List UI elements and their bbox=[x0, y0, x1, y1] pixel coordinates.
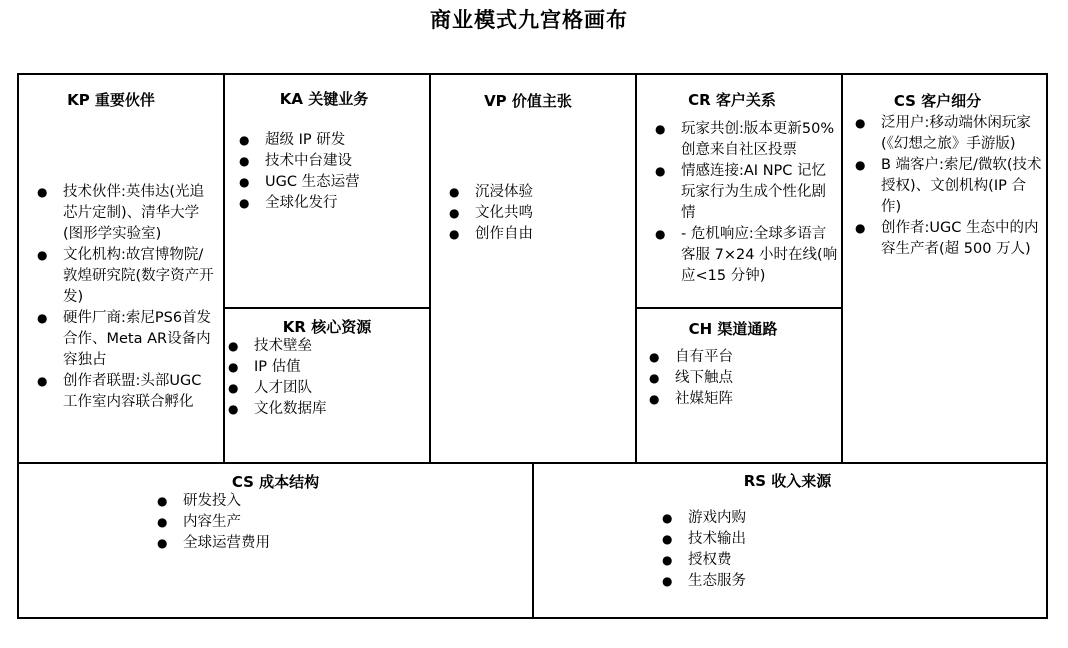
kr-list bbox=[228, 336, 418, 420]
cost-item: ● 全球运营费用 bbox=[157, 533, 457, 554]
cr-heading: CR 客户关系 bbox=[688, 91, 776, 109]
rs-heading: RS 收入来源 bbox=[743, 472, 832, 490]
cs-segment-cell bbox=[841, 73, 1048, 464]
ch-item: ● 自有平台 bbox=[649, 347, 833, 368]
cost-heading: CS 成本结构 bbox=[231, 473, 320, 491]
vp-item: ● 文化共鸣 bbox=[449, 203, 619, 224]
kp-list bbox=[37, 182, 215, 413]
cs-segment-list bbox=[855, 113, 1045, 260]
vp-cell bbox=[429, 73, 637, 464]
canvas-title: 商业模式九宫格画布 bbox=[430, 8, 628, 32]
kr-heading: KR 核心资源 bbox=[282, 318, 372, 336]
kr-cell bbox=[223, 307, 431, 464]
cs-segment-item: ● 创作者:UGC 生态中的内容生产者(超 500 万人) bbox=[855, 218, 1045, 260]
kp-cell bbox=[17, 73, 225, 464]
ch-heading: CH 渠道通路 bbox=[688, 320, 778, 338]
cs-segment-item: ● 泛用户:移动端休闲玩家(《幻想之旅》手游版) bbox=[855, 113, 1045, 155]
rs-item: ● 生态服务 bbox=[662, 571, 962, 592]
ch-list bbox=[649, 347, 833, 410]
ch-item: ● 社媒矩阵 bbox=[649, 389, 833, 410]
kp-item: ● 文化机构:故宫博物院/敦煌研究院(数字资产开发) bbox=[37, 245, 215, 308]
kr-item: ● 技术壁垒 bbox=[228, 336, 418, 357]
ch-item: ● 线下触点 bbox=[649, 368, 833, 389]
cr-item: ● 玩家共创:版本更新50%创意来自社区投票 bbox=[655, 119, 839, 161]
kp-item: ● 硬件厂商:索尼PS6首发合作、Meta AR设备内容独占 bbox=[37, 308, 215, 371]
kr-item: ● 文化数据库 bbox=[228, 399, 418, 420]
cost-item: ● 内容生产 bbox=[157, 512, 457, 533]
kp-item: ● 创作者联盟:头部UGC工作室内容联合孵化 bbox=[37, 371, 215, 413]
kp-item: ● 技术伙伴:英伟达(光追芯片定制)、清华大学(图形学实验室) bbox=[37, 182, 215, 245]
cost-list bbox=[157, 491, 457, 554]
cr-item: ● - 危机响应:全球多语言客服 7×24 小时在线(响应<15 分钟) bbox=[655, 224, 839, 287]
cr-cell bbox=[635, 73, 843, 309]
kr-item: ● 人才团队 bbox=[228, 378, 418, 399]
ka-item: ● 全球化发行 bbox=[239, 193, 419, 214]
rs-list bbox=[662, 508, 962, 592]
cr-item: ● 情感连接:AI NPC 记忆玩家行为生成个性化剧情 bbox=[655, 161, 839, 224]
vp-heading: VP 价值主张 bbox=[484, 92, 572, 110]
cs-segment-heading: CS 客户细分 bbox=[893, 92, 982, 110]
kp-heading: KP 重要伙伴 bbox=[67, 91, 155, 109]
vp-item: ● 沉浸体验 bbox=[449, 182, 619, 203]
vp-item: ● 创作自由 bbox=[449, 224, 619, 245]
ka-cell bbox=[223, 73, 431, 309]
cr-list bbox=[655, 119, 839, 293]
rs-cell bbox=[532, 462, 1048, 619]
rs-item: ● 授权费 bbox=[662, 550, 962, 571]
rs-item: ● 技术输出 bbox=[662, 529, 962, 550]
ka-item: ● 技术中台建设 bbox=[239, 151, 419, 172]
ka-heading: KA 关键业务 bbox=[279, 90, 369, 108]
vp-list bbox=[449, 182, 619, 245]
cost-item: ● 研发投入 bbox=[157, 491, 457, 512]
cs-segment-item: ● B 端客户:索尼/微软(技术授权)、文创机构(IP 合作) bbox=[855, 155, 1045, 218]
cost-cell bbox=[17, 462, 534, 619]
ka-item: ● UGC 生态运营 bbox=[239, 172, 419, 193]
rs-item: ● 游戏内购 bbox=[662, 508, 962, 529]
kr-item: ● IP 估值 bbox=[228, 357, 418, 378]
ch-cell bbox=[635, 307, 843, 464]
ka-list bbox=[239, 130, 419, 214]
ka-item: ● 超级 IP 研发 bbox=[239, 130, 419, 151]
